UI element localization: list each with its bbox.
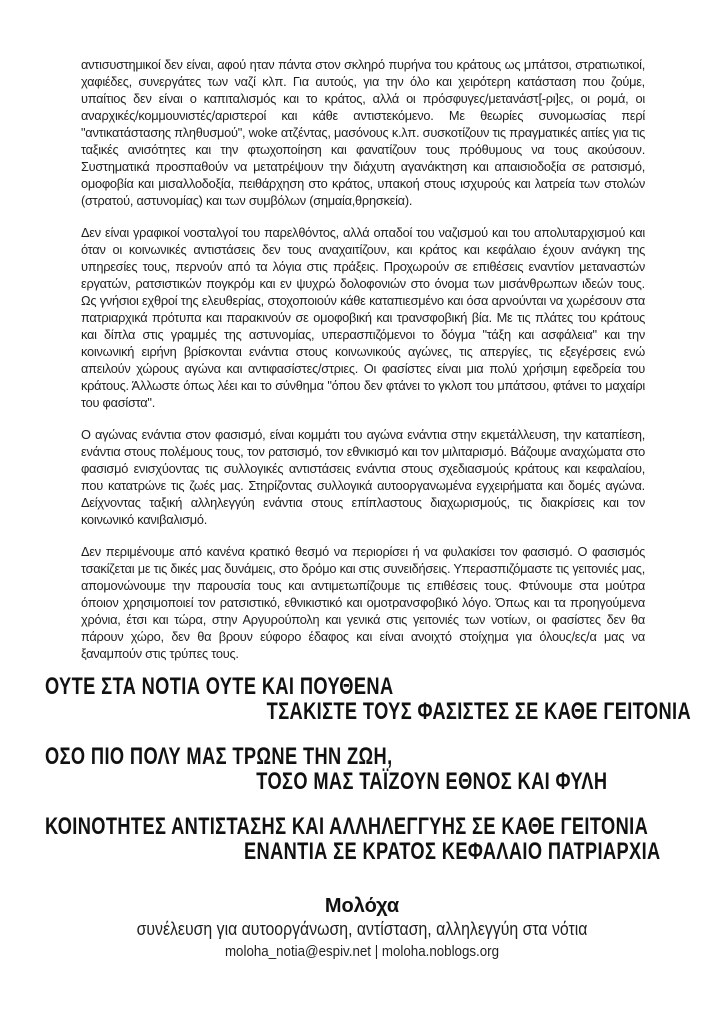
slogan-block-3 [45, 814, 691, 864]
paragraph-3: Ο αγώνας ενάντια στον φασισμό, είναι κομμάτι του αγώνα ενάντια στην εκμετάλλευση, την καταπίεση, ενάντια στους πολέμους τους, τον ρατσισμό, τον εθνικισμό και τον μιλιταρισμό. Βάζουμε αναχώματα στο φασισμό ενισχύοντας τις συλλογικές αντιστάσεις ενάντια στους σχεδιασμούς κράτους και κεφαλαίου, που κατατρώνε τις ζωές μας. Στηρίζοντας συλλογικά αυτοοργανωμένα εγχειρήματα και δομές αγώνα. Δείχνοντας ταξική αλληλεγγύη ενάντια στους επίπλαστους διαχωρισμούς, τις διακρίσεις και τον κοινωνικό κανιβαλισμό. [81, 427, 645, 527]
group-name: Μολόχα [324, 895, 400, 917]
slogans-section [45, 674, 691, 864]
slogan-2-line-2: ΤΟΣΟ ΜΑΣ ΤΑΪΖΟΥΝ ΕΘΝΟΣ ΚΑΙ ΦΥΛΗ [256, 768, 608, 795]
slogan-block-1 [45, 674, 691, 724]
slogan-2-line-1: ΟΣΟ ΠΙΟ ΠΟΛΥ ΜΑΣ ΤΡΩΝΕ ΤΗΝ ΖΩΗ, [45, 743, 393, 770]
footer [0, 894, 724, 962]
paragraph-2: Δεν είναι γραφικοί νοσταλγοί του παρελθόντος, αλλά οπαδοί του ναζισμού και του απολυταρχισμού και όταν οι κοινωνικές αντιστάσεις δεν τους αναχαιτίζουν, και κράτος και κεφάλαιο έχουν ανάγκη της υπηρεσίες τους, περνούν από τα λόγια στις πράξεις. Προχωρούν σε επιθέσεις εναντίον μεταναστών εργατών, ρατσιστικών πογκρόμ και εν ψυχρώ δολοφονιών στο όνομα των μισάνθρωπων ιδεών τους. Ως γνήσιοι εχθροί της ελευθερίας, στοχοποιούν κάθε καταπιεσμένο και όσα αρνούνται να χωρέσουν στα πατριαρχικά πρότυπα και παρακινούν σε ομοφοβική και τρανσφοβική βία. Με τις πλάτες του κράτους και δίπλα στις γραμμές της αστυνομίας, υπερασπιζόμενοι το δόγμα "τάξη και ασφάλεια" και την κοινωνική ειρήνη βρίσκονται ενάντια στους κοινωνικούς αγώνες, τις απεργίες, τις εξεγέρσεις ενώ απειλούν χώρους αγώνα και αντιφασίστες/στριες. Οι φασίστες είναι μια πολύ χρήσιμη εφεδρεία του κράτους. Άλλωστε όπως λέει και το σύνθημα "όπου δεν φτάνει το γκλοπ του μπάτσου, φτάνει το μαχαίρι του φασίστα". [81, 225, 645, 410]
paragraph-1: αντισυστημικοί δεν είναι, αφού ηταν πάντα στον σκληρό πυρήνα του κράτους ως μπάτσοι, στρατιωτικοί, χαφιέδες, συνεργάτες των ναζί κλπ. Για αυτούς, για την όλο και χειρότερη κατάσταση που ζούμε, υπαίτιος δεν είναι ο καπιταλισμός και το κράτος, αλλά οι πρόσφυγες/μετανάστ[-ρι]ες, οι ρομά, οι αναρχικές/κομμουνιστές/αριστεροί και κάθε αντιστεκόμενο. Με θεωρίες συνομωσίας περί "αντικατάστασης πληθυσμού", woke ατζέντας, μασόνους κ.λπ. συσκοτίζουν τις πραγματικές αιτίες για τις ταξικές ανισότητες και την φτωχοποίηση και φανατίζουν τους πρόθυμους να τους ακούσουν. Συστηματικά προσπαθούν να μετατρέψουν την διάχυτη αγανάκτηση και απαισιοδοξία σε ρατσισμό, ομοφοβία και μισαλλοδοξία, πειθάρχηση στο κράτος, υπακοή στους ισχυρούς και λατρεία των στολών (στρατού, αστυνομίας) και των συμβόλων (σημαία,θρησκεία). [81, 57, 645, 208]
paragraph-4: Δεν περιμένουμε από κανένα κρατικό θεσμό να περιορίσει ή να φυλακίσει τον φασισμό. Ο φασισμός τσακίζεται με τις δικές μας δυνάμεις, στο δρόμο και στις συνειδήσεις. Υπερασπιζόμαστε τις γειτονιές μας, απομονώνουμε την παρουσία τους και αντιμετωπίζουμε τις επιθέσεις τους. Φτύνουμε στα μούτρα όποιον χρησιμοποιεί τον ρατσιστικό, εθνικιστικό και ομοτρανσφοβικό λόγο. Όπως και τα προηγούμενα χρόνια, έτσι και τώρα, στην Αργυρούπολη και γενικά στις γειτονιές των νοτίων, οι φασίστες δεν θα πάρουν χώρο, δεν θα βρουν εύφορο έδαφος και είναι ανοιχτό στοίχημα για όλους/ες/α μας να ξαναμπούν στις τρύπες τους. [81, 544, 645, 661]
slogan-block-2 [45, 744, 691, 794]
slogan-3-line-2: ΕΝΑΝΤΙΑ ΣΕ ΚΡΑΤΟΣ ΚΕΦΑΛΑΙΟ ΠΑΤΡΙΑΡΧΙΑ [243, 838, 661, 865]
slogan-1-line-2: ΤΣΑΚΙΣΤΕ ΤΟΥΣ ΦΑΣΙΣΤΕΣ ΣΕ ΚΑΘΕ ΓΕΙΤΟΝΙΑ [266, 698, 691, 725]
contact-line: moloha_notia@espiv.net | moloha.noblogs.org [224, 944, 500, 960]
slogan-3-line-1: ΚΟΙΝΟΤΗΤΕΣ ΑΝΤΙΣΤΑΣΗΣ ΚΑΙ ΑΛΛΗΛΕΓΓΥΗΣ ΣΕ ΚΑΘΕ ΓΕΙΤΟΝΙΑ [45, 813, 649, 840]
group-tagline: συνέλευση για αυτοοργάνωση, αντίσταση, αλληλεγγύη στα νότια [136, 919, 588, 939]
slogan-1-line-1: ΟΥΤΕ ΣΤΑ ΝΟΤΙΑ ΟΥΤΕ ΚΑΙ ΠΟΥΘΕΝΑ [45, 673, 394, 700]
body-text [81, 56, 645, 662]
